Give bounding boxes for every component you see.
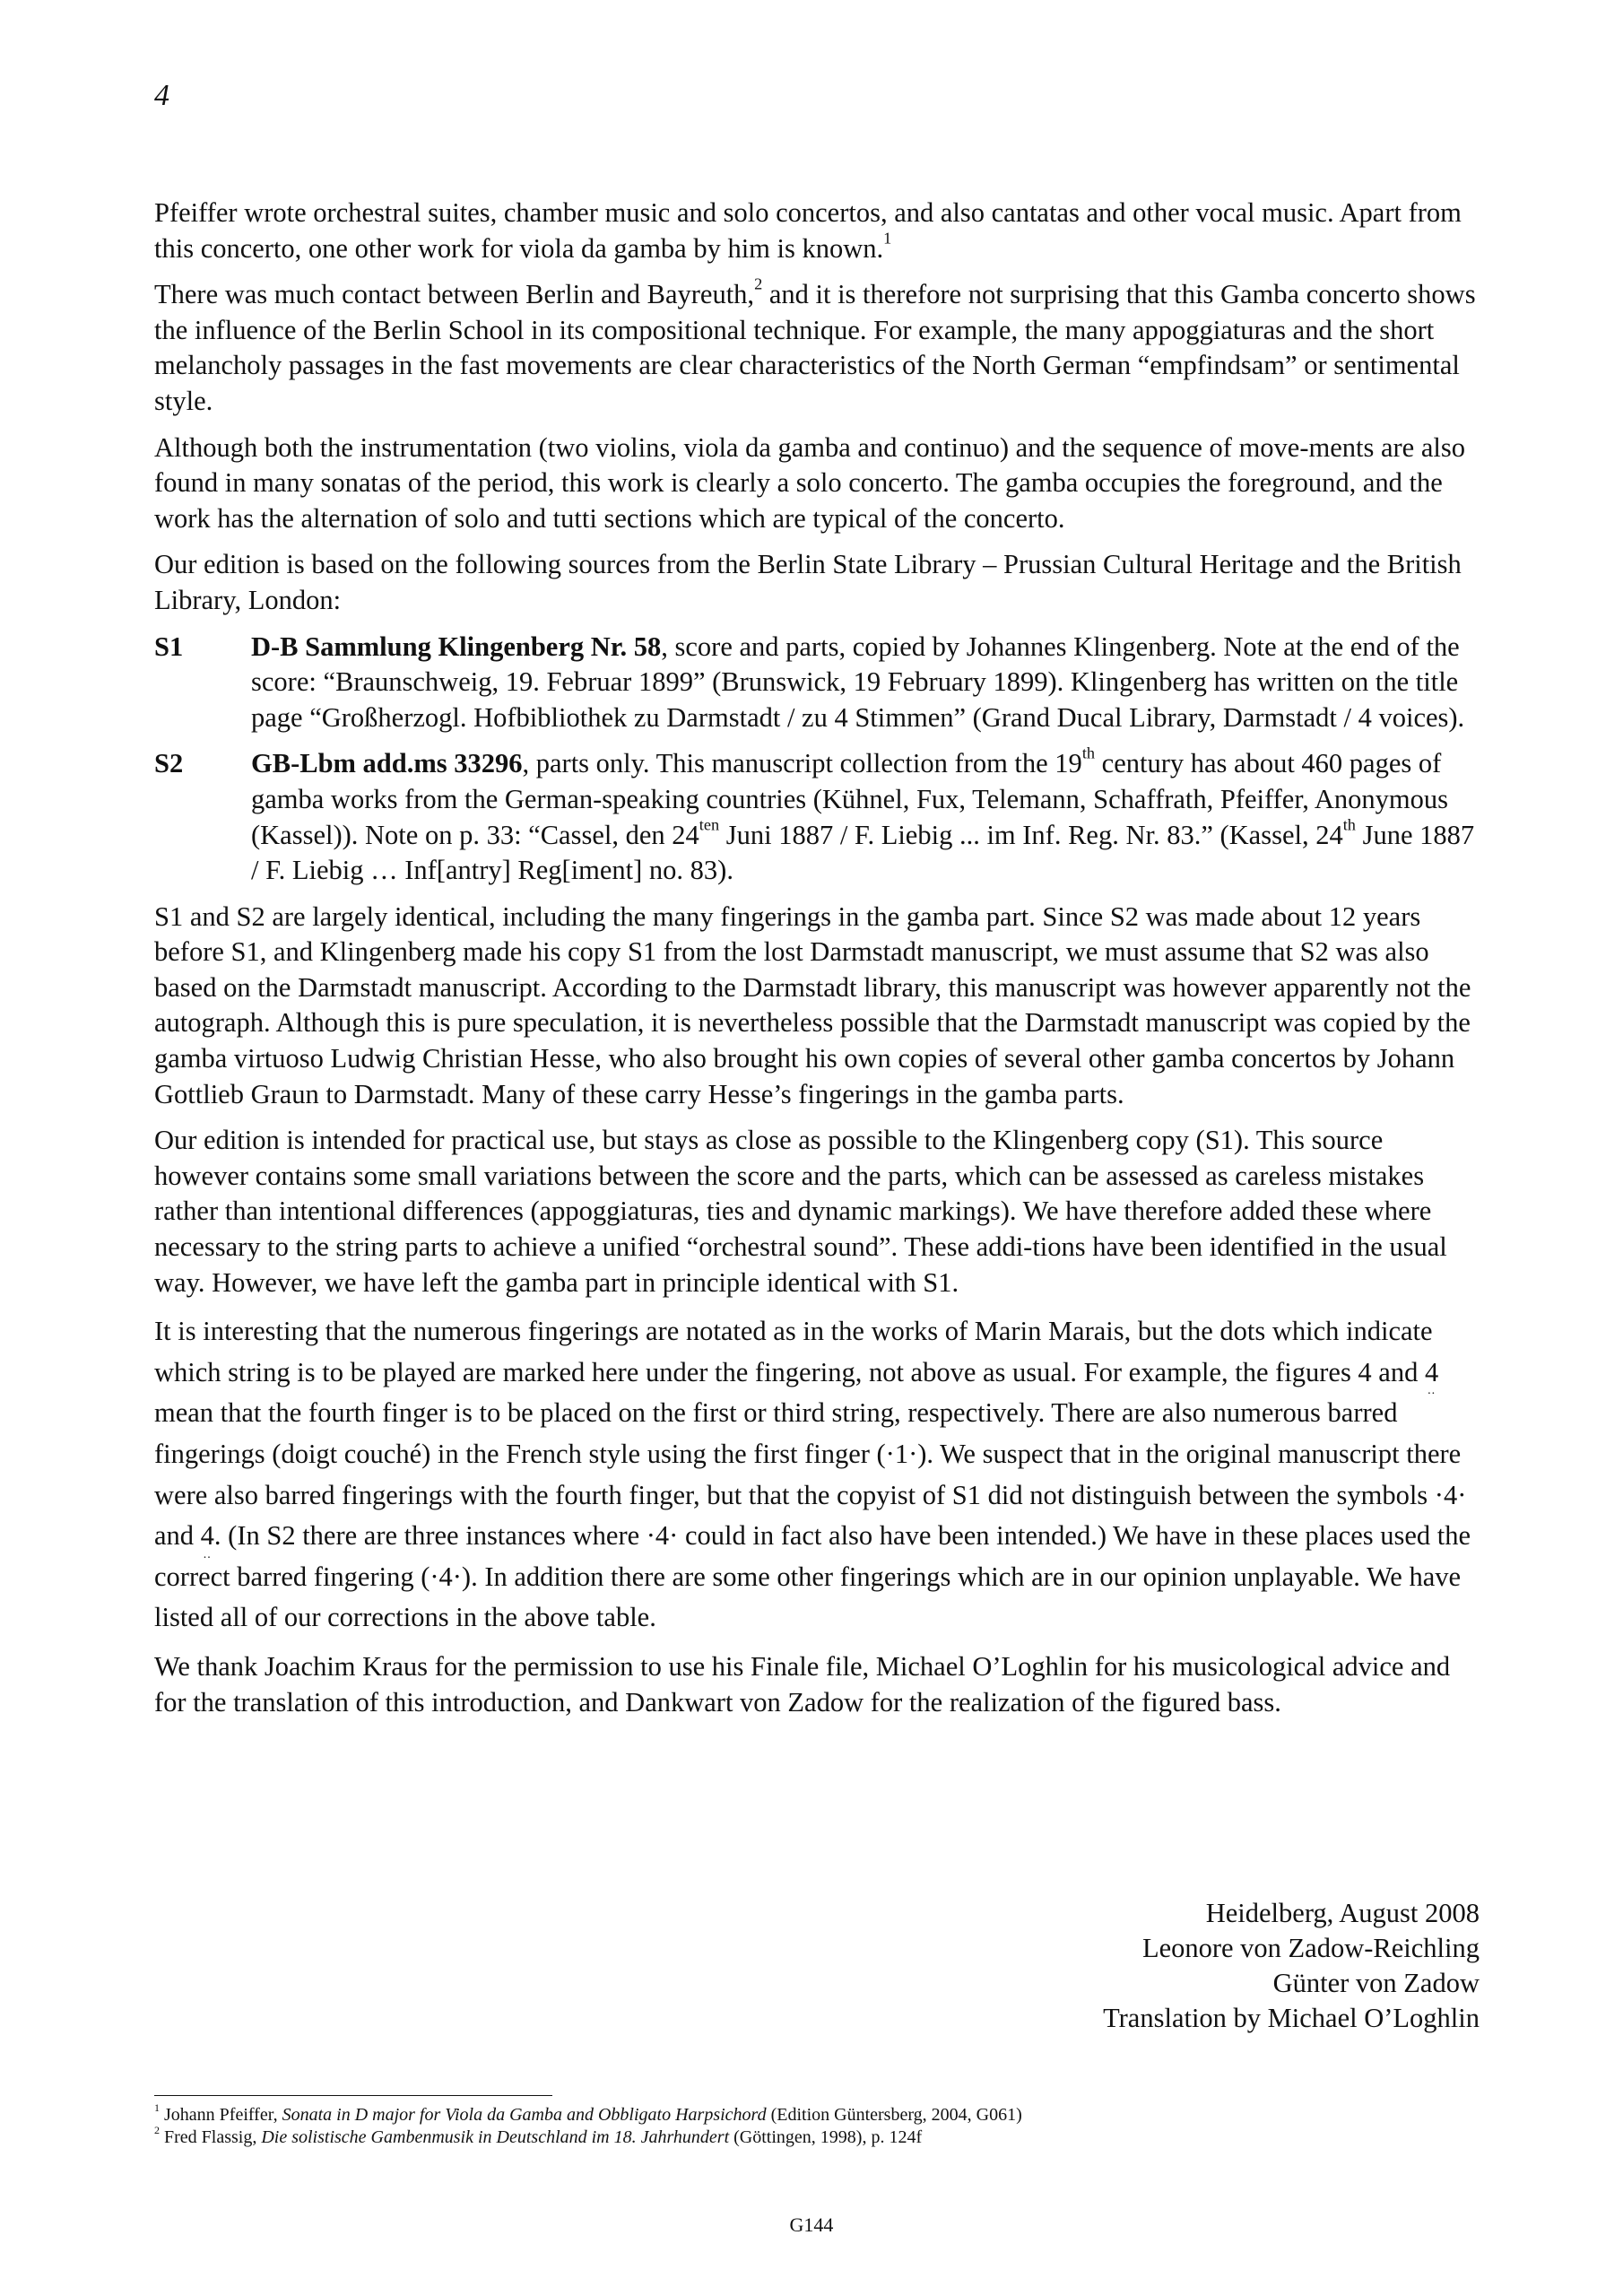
footnote-1-number: 1: [154, 2100, 160, 2114]
source-s1-label: S1: [154, 631, 184, 662]
fingering-4-dotted-1: [1424, 1352, 1439, 1398]
page-number: 4: [154, 79, 169, 112]
catalog-number: G144: [789, 2213, 834, 2236]
signature-block: [1103, 1896, 1480, 2036]
signature-author-1: Leonore von Zadow-Reichling: [1141, 1933, 1480, 1963]
footnote-2-title: Die solistische Gambenmusik in Deutschland im 18. Jahrhundert: [261, 2127, 730, 2147]
paragraph-7-text-c: . (In S2 there are three instances where ·4· could in fact also have been intended.) We have in these places used the correct barred fingering (·4·). In addition there are some other fingerings which are in our opinion unplayable. We have listed all of our corrections in the above table.: [154, 1520, 1471, 1633]
paragraph-1-text: Pfeiffer wrote orchestral suites, chamber music and solo concertos, and also cantatas and other vocal music. Apart from this concerto, one other work for viola da gamba by him is known.: [154, 197, 1462, 264]
footnote-2-post: (Göttingen, 1998), p. 124f: [729, 2127, 923, 2147]
source-s2-desc-3: Juni 1887 / F. Liebig ... im Inf. Reg. Nr. 83.” (Kassel, 24: [719, 819, 1343, 850]
paragraph-7-text-b: mean that the fourth finger is to be placed on the first or third string, respectively. There are also numerous barred fingerings (doigt couché) in the French style using the first finger (·1·). We suspect that in the original manuscript there were also barred fingerings with the fourth finger, but that the copyist of S1 did not distinguish between the symbols ·4· and: [154, 1397, 1467, 1552]
source-s2-desc-2: century has about 460 pages of gamba works from the German-speaking countries (Kühnel, Fux, Telemann, Schaffrath, Pfeiffer, Anonymous (Kassel)). Note on p. 33: “Cassel, den 24: [251, 748, 1448, 850]
signature-translator: Translation by Michael O’Loghlin: [1103, 2003, 1480, 2033]
paragraph-1: [154, 196, 1480, 266]
source-s2-sup-3: th: [1342, 814, 1356, 833]
paragraph-5: S1 and S2 are largely identical, including the many fingerings in the gamba part. Since S2 was made about 12 years before S1, and Klingenberg made his copy S1 from the lost Darmstadt manuscript, we must assume that S2 was also based on the Darmstadt manuscript. According to the Darmstadt library, this manuscript was however apparently not the autograph. Although this is pure speculation, it is nevertheless possible that the Darmstadt manuscript was copied by the gamba virtuoso Ludwig Christian Hesse, who also brought his own copies of several other gamba concertos by Johann Gottlieb Graun to Darmstadt. Many of these carry Hesse’s fingerings in the gamba parts.: [154, 900, 1471, 1109]
footnote-1-title: Sonata in D major for Viola da Gamba and Obbligato Harpsichord: [282, 2105, 767, 2125]
source-s2: [154, 746, 1480, 888]
paragraph-2: [154, 274, 1480, 419]
paragraph-2-text-a: There was much contact between Berlin and Bayreuth,: [154, 279, 755, 310]
signature-place-date: Heidelberg, August 2008: [1205, 1898, 1480, 1928]
string-dots-2: ..: [203, 1547, 212, 1561]
string-dots-1: ..: [1428, 1384, 1436, 1398]
source-s2-text: [251, 746, 1480, 888]
fingering-4-dotted-2: [200, 1516, 214, 1561]
footnote-2-number: 2: [154, 2123, 160, 2136]
footnote-2: [154, 2123, 1480, 2149]
source-s1-shelfmark: D-B Sammlung Klingenberg Nr. 58: [251, 631, 662, 662]
fingering-digit-2: 4: [200, 1520, 214, 1552]
source-s2-desc-4: June 1887 / F. Liebig … Inf[antry] Reg[iment] no. 83).: [251, 819, 1475, 886]
source-s2-desc-1: , parts only. This manuscript collection from the 19: [522, 748, 1082, 779]
paragraph-7-wrapper: [154, 1311, 1480, 1639]
source-s2-label: S2: [154, 748, 184, 779]
footnote-ref-2: 2: [754, 274, 763, 293]
footnote-divider: [154, 2095, 552, 2096]
footnote-1-pre: Johann Pfeiffer,: [160, 2105, 282, 2125]
fingering-digit-1: 4: [1424, 1356, 1439, 1387]
signature-author-2: Günter von Zadow: [1272, 1968, 1480, 1998]
paragraph-6: Our edition is intended for practical use, but stays as close as possible to the Klingenberg copy (S1). This source however contains some small variations between the score and the parts, which can be assessed as careless mistakes rather than intentional differences (appoggiaturas, ties and dynamic markings). We have therefore added these where necessary to the string parts to achieve a unified “orchestral sound”. These addi-tions have been identified in the usual way. However, we have left the gamba part in principle identical with S1.: [154, 1125, 1447, 1298]
source-s2-shelfmark: GB-Lbm add.ms 33296: [251, 748, 523, 779]
source-s2-sup-2: ten: [699, 814, 720, 833]
source-s1: [154, 630, 1480, 736]
paragraph-7: [154, 1311, 1480, 1639]
paragraph-7-text-a: It is interesting that the numerous fingerings are notated as in the works of Marin Marais, but the dots which indicate which string is to be played are marked here under the fingering, not above as usual. For example, the figures 4 and: [154, 1316, 1433, 1387]
paragraph-2-text-b: and it is therefore not surprising that this Gamba concerto shows the influence of the Berlin School in its compositional technique. For example, the many appoggiaturas and the short melancholy passages in the fast movements are clear characteristics of the North German “empfindsam” or sentimental style.: [154, 279, 1476, 416]
paragraph-4: Our edition is based on the following sources from the Berlin State Library – Prussian Cultural Heritage and the British Library, London:: [154, 549, 1462, 615]
footnote-ref-1: 1: [883, 229, 892, 248]
body-text: [154, 196, 1480, 1731]
footnote-2-pre: Fred Flassig,: [160, 2127, 262, 2147]
footnote-1: [154, 2100, 1480, 2126]
source-s1-text: [251, 630, 1480, 736]
paragraph-3: Although both the instrumentation (two violins, viola da gamba and continuo) and the sequence of move-ments are also found in many sonatas of the period, this work is clearly a solo concerto. The gamba occupies the foreground, and the work has the alternation of solo and tutti sections which are typical of the concerto.: [154, 431, 1465, 534]
source-s1-description: , score and parts, copied by Johannes Klingenberg. Note at the end of the score: “Braunschweig, 19. Februar 1899” (Brunswick, 19 February 1899). Klingenberg has written on the title page “Großherzogl. Hofbibliothek zu Darmstadt / zu 4 Stimmen” (Grand Ducal Library, Darmstadt / 4 voices).: [251, 631, 1465, 733]
source-s2-sup-1: th: [1081, 744, 1096, 762]
footnotes: [154, 2100, 1480, 2149]
paragraph-8: We thank Joachim Kraus for the permission to use his Finale file, Michael O’Loghlin for his musicological advice and for the translation of this introduction, and Dankwart von Zadow for the realization of the figured bass.: [154, 1650, 1451, 1718]
footnote-1-post: (Edition Güntersberg, 2004, G061): [766, 2105, 1022, 2125]
